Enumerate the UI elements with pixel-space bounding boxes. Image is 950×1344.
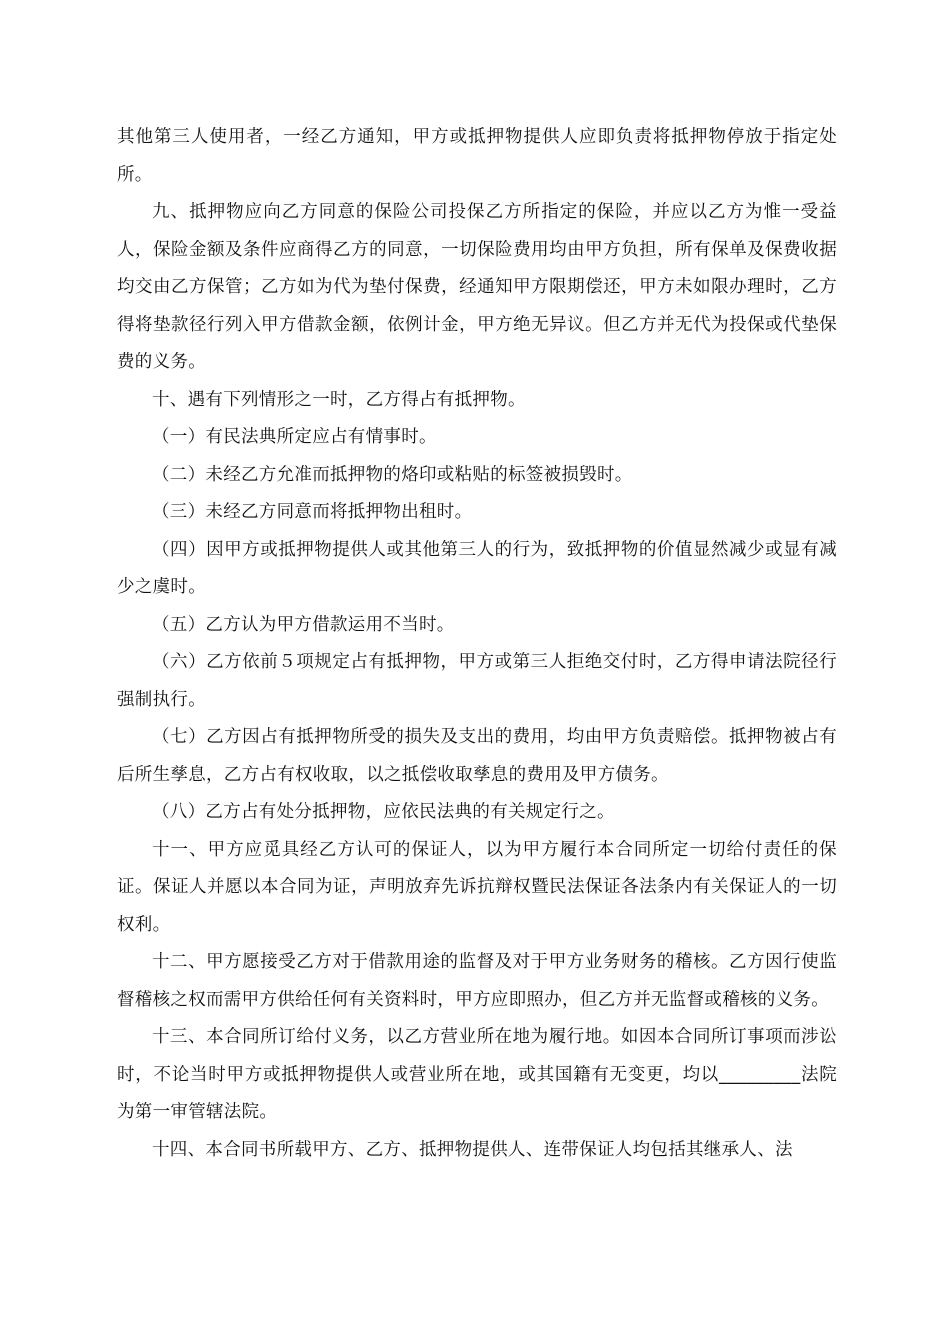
- clause-10-item-7: （七）乙方因占有抵押物所受的损失及支出的费用，均由甲方负责赔偿。抵押物被占有后所生孳息，乙方占有权收取，以之抵偿收取孳息的费用及甲方债务。: [117, 727, 837, 785]
- clause-12: 十二、甲方愿接受乙方对于借款用途的监督及对于甲方业务财务的稽核。乙方因行使监督稽核之权而需甲方供给任何有关资料时，甲方应即照办，但乙方并无监督或稽核的义务。: [117, 952, 837, 1010]
- clause-10-item-5: （五）乙方认为甲方借款运用不当时。: [152, 614, 455, 635]
- clause-10-item-1: （一）有民法典所定应占有情事时。: [152, 427, 437, 447]
- clause-13: 十三、本合同所订给付义务，以乙方营业所在地为履行地。如因本合同所订事项而涉讼时，不论当时甲方或抵押物提供人或营业所在地，或其国籍有无变更，均以_________法院为第一审管辖法院。: [117, 1027, 837, 1122]
- clause-10-item-8: （八）乙方占有处分抵押物，应依民法典的有关规定行之。: [152, 802, 615, 822]
- clause-10-item-3: （三）未经乙方同意而将抵押物出租时。: [152, 502, 473, 522]
- clause-11: 十一、甲方应觅具经乙方认可的保证人，以为甲方履行本合同所定一切给付责任的保证。保证人并愿以本合同为证，声明放弃先诉抗辩权暨民法保证各法条内有关保证人的一切权利。: [117, 839, 837, 935]
- clause-10-item-6: （六）乙方依前５项规定占有抵押物，甲方或第三人拒绝交付时，乙方得申请法院径行强制执行。: [117, 652, 837, 710]
- clause-10-item-4: （四）因甲方或抵押物提供人或其他第三人的行为，致抵押物的价值显然减少或显有减少之虞时。: [117, 539, 837, 597]
- paragraph-continuation: 其他第三人使用者，一经乙方通知，甲方或抵押物提供人应即负责将抵押物停放于指定处所。: [117, 127, 837, 185]
- document-body: [117, 119, 837, 1169]
- clause-9: 九、抵押物应向乙方同意的保险公司投保乙方所指定的保险，并应以乙方为惟一受益人，保险金额及条件应商得乙方的同意，一切保险费用均由甲方负担，所有保单及保费收据均交由乙方保管；乙方如为代为垫付保费，经通知甲方限期偿还，甲方未如限办理时，乙方得将垫款径行列入甲方借款金额，依例计金，甲方绝无异议。但乙方并无代为投保或代垫保费的义务。: [117, 202, 837, 372]
- clause-10: 十、遇有下列情形之一时，乙方得占有抵押物。: [152, 389, 526, 410]
- clause-14: 十四、本合同书所载甲方、乙方、抵押物提供人、连带保证人均包括其继承人、法: [152, 1139, 793, 1160]
- clause-10-item-2: （二）未经乙方允准而抵押物的烙印或粘贴的标签被损毁时。: [152, 464, 633, 485]
